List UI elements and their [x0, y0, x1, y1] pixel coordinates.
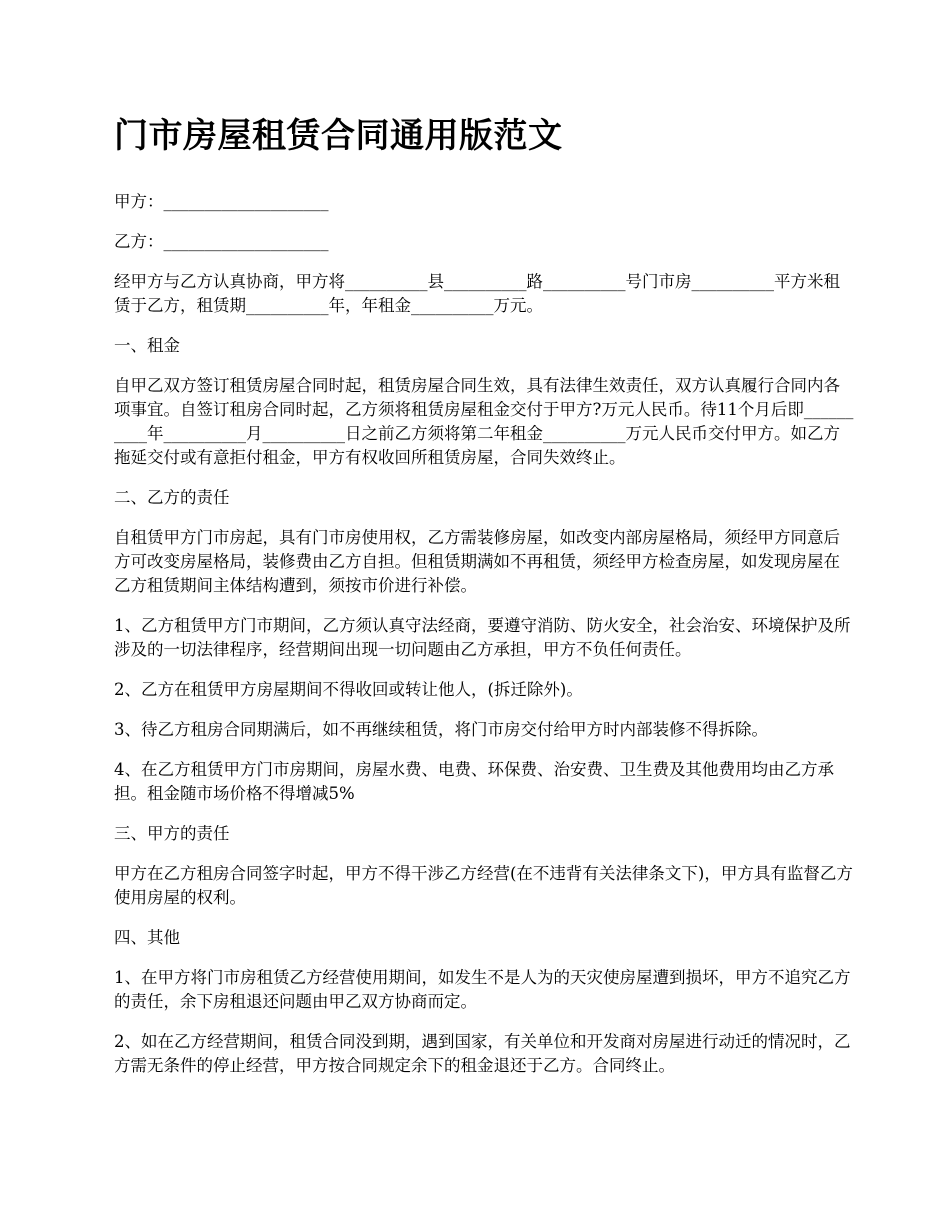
- party-a-line: 甲方：____________________: [114, 192, 329, 211]
- section-paragraph: 自甲乙双方签订租赁房屋合同时起，租赁房屋合同生效，具有法律生效责任，双方认真履行合同内各项事宜。自签订租房合同时起，乙方须将租赁房屋租金交付于甲方?万元人民币。待11个月后即__________年__________月__________日之前乙方须将第二年租金__________万元人民币交付甲方。如乙方拖延交付或有意拒付租金，甲方有权收回所租赁房屋，合同失效终止。: [114, 376, 854, 467]
- section-paragraph: 1、乙方租赁甲方门市期间，乙方须认真守法经商，要遵守消防、防火安全，社会治安、环境保护及所涉及的一切法律程序，经营期间出现一切问题由乙方承担，甲方不负任何责任。: [114, 616, 851, 659]
- document-page: [114, 112, 854, 1094]
- section-heading-other: 四、其他: [114, 928, 180, 947]
- intro-paragraph: 经甲方与乙方认真协商，甲方将__________县__________路__________号门市房__________平方米租赁于乙方，租赁期__________年，年租金__________万元。: [114, 272, 840, 315]
- section-paragraph: 2、如在乙方经营期间，租赁合同没到期，遇到国家，有关单位和开发商对房屋进行动迁的情况时，乙方需无条件的停止经营，甲方按合同规定余下的租金退还于乙方。合同终止。: [114, 1032, 851, 1075]
- section-paragraph: 1、在甲方将门市房租赁乙方经营使用期间，如发生不是人为的天灾使房屋遭到损坏，甲方不追究乙方的责任，余下房租退还问题由甲乙双方协商而定。: [114, 968, 851, 1011]
- document-title: 门市房屋租赁合同通用版范文: [114, 116, 563, 156]
- section-heading-party-b-duties: 二、乙方的责任: [114, 488, 230, 507]
- section-paragraph: 2、乙方在租赁甲方房屋期间不得收回或转让他人，(拆迁除外)。: [114, 680, 583, 699]
- party-b-line: 乙方：____________________: [114, 232, 329, 251]
- section-paragraph: 自租赁甲方门市房起，具有门市房使用权，乙方需装修房屋，如改变内部房屋格局，须经甲方同意后方可改变房屋格局，装修费由乙方自担。但租赁期满如不再租赁，须经甲方检查房屋，如发现房屋在乙方租赁期间主体结构遭到，须按市价进行补偿。: [114, 528, 840, 595]
- section-paragraph: 甲方在乙方租房合同签字时起，甲方不得干涉乙方经营(在不违背有关法律条文下)，甲方具有监督乙方使用房屋的权利。: [114, 864, 853, 907]
- section-heading-rent: 一、租金: [114, 336, 180, 355]
- section-heading-party-a-duties: 三、甲方的责任: [114, 824, 230, 843]
- section-paragraph: 3、待乙方租房合同期满后，如不再继续租赁，将门市房交付给甲方时内部装修不得拆除。: [114, 720, 768, 739]
- section-paragraph: 4、在乙方租赁甲方门市房期间，房屋水费、电费、环保费、治安费、卫生费及其他费用均由乙方承担。租金随市场价格不得增减5%: [114, 760, 834, 803]
